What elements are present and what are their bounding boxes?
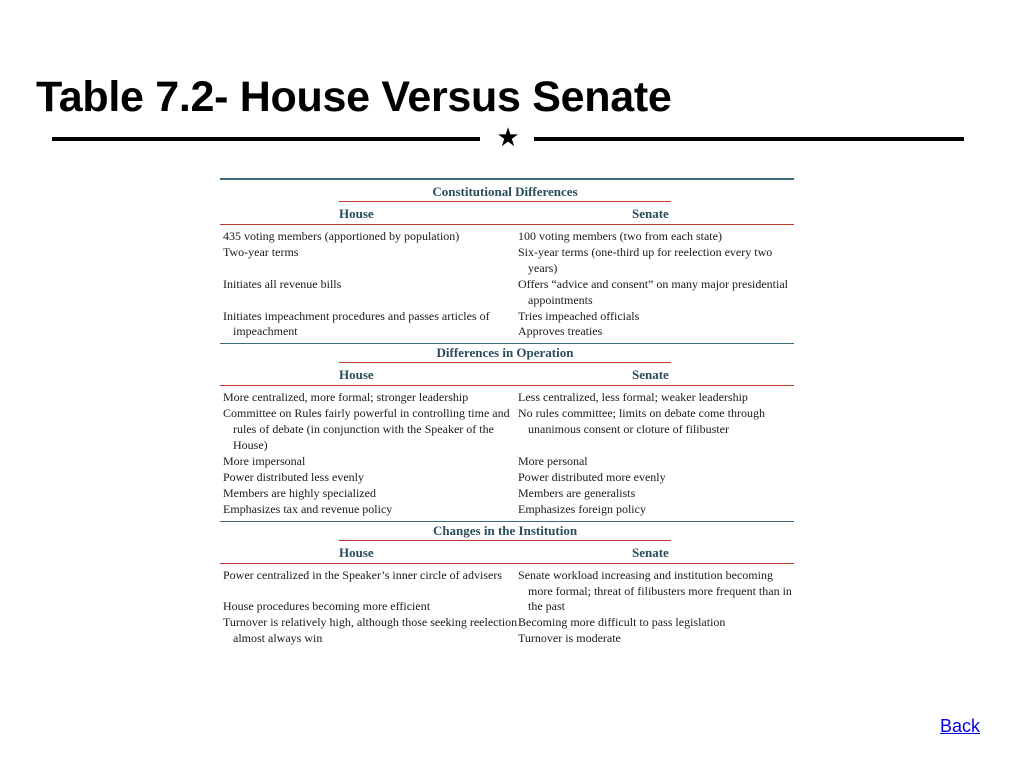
house-column: [220, 568, 518, 648]
house-column-header: House: [339, 206, 374, 221]
section-differences-in-operation: [220, 344, 794, 521]
senate-item: Becoming more difficult to pass legislation: [518, 615, 726, 630]
section-rows: [220, 564, 794, 651]
senate-column: [518, 568, 794, 648]
senate-column: [518, 390, 794, 517]
house-item: Initiates all revenue bills: [223, 276, 342, 291]
star-icon: ★: [496, 123, 520, 153]
section-heading: Changes in the Institution: [339, 522, 671, 541]
house-column-header: House: [339, 367, 374, 383]
back-link[interactable]: Back: [940, 716, 981, 736]
house-column-header: House: [339, 544, 374, 560]
senate-item: Six-year terms (one-third up for reelection every two years): [518, 244, 773, 275]
section-heading: Differences in Operation: [339, 344, 671, 363]
senate-item: Less centralized, less formal; weaker leadership: [518, 390, 748, 405]
senate-item: Offers “advice and consent” on many major presidential appointments: [518, 276, 789, 307]
house-item: 435 voting members (apportioned by population): [223, 229, 460, 243]
house-item: Power centralized in the Speaker’s inner circle of advisers: [223, 567, 502, 582]
house-item: Power distributed less evenly: [223, 469, 364, 484]
title-divider-left: [52, 137, 480, 141]
senate-item: Members are generalists: [518, 485, 636, 500]
house-item: More impersonal: [223, 453, 306, 468]
house-item: Committee on Rules fairly powerful in controlling time and rules of debate (in conjunction with the Speaker of the House): [223, 406, 510, 453]
table-top-rule: [220, 178, 794, 180]
senate-item: No rules committee; limits on debate come through unanimous consent or cloture of filibuster: [518, 406, 765, 437]
house-item: Initiates impeachment procedures and passes articles of impeachment: [223, 308, 490, 339]
column-headers: [220, 363, 794, 386]
title-divider-right: [534, 137, 964, 141]
senate-column: [518, 229, 794, 340]
senate-item: Tries impeached officials: [518, 308, 640, 323]
senate-item: Senate workload increasing and institution becoming more formal; threat of filibusters more frequent than in the past: [518, 567, 792, 614]
section-rows: [220, 225, 794, 344]
senate-column-header: Senate: [632, 367, 669, 383]
house-column: [220, 390, 518, 517]
house-column: [220, 229, 518, 340]
house-item: Emphasizes tax and revenue policy: [223, 501, 393, 516]
senate-item: 100 voting members (two from each state): [518, 229, 722, 243]
house-item: Members are highly specialized: [223, 485, 376, 500]
senate-column-header: Senate: [632, 206, 669, 221]
house-item: Two-year terms: [223, 244, 299, 259]
comparison-table: [220, 178, 794, 650]
senate-item: More personal: [518, 453, 588, 468]
senate-item: Approves treaties: [518, 324, 603, 339]
section-changes-in-institution: [220, 522, 794, 651]
column-headers: [220, 202, 794, 225]
house-item: Turnover is relatively high, although those seeking reelection almost always win: [223, 615, 518, 646]
house-item: More centralized, more formal; stronger leadership: [223, 390, 469, 405]
senate-column-header: Senate: [632, 544, 669, 560]
section-heading: Constitutional Differences: [339, 183, 671, 202]
senate-item: Power distributed more evenly: [518, 469, 666, 484]
section-constitutional-differences: [220, 183, 794, 344]
senate-item: Emphasizes foreign policy: [518, 501, 646, 516]
senate-item: Turnover is moderate: [518, 631, 621, 646]
house-item: House procedures becoming more efficient: [223, 599, 431, 614]
column-headers: [220, 541, 794, 564]
page-title: Table 7.2- House Versus Senate: [36, 73, 672, 121]
section-rows: [220, 386, 794, 521]
